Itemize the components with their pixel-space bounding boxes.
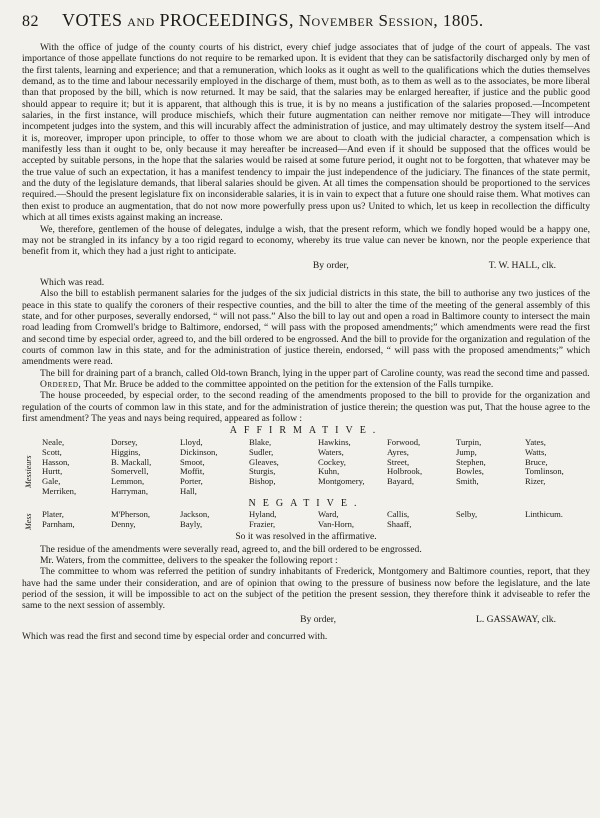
member-name: Smoot, xyxy=(180,456,205,467)
clerk-name: L. GASSAWAY, clk. xyxy=(476,613,556,625)
member-name: Shaaff, xyxy=(387,519,412,530)
running-head xyxy=(22,10,590,42)
vote-column xyxy=(38,510,107,530)
member-name: Blake, xyxy=(249,436,272,447)
title-votes: VOTES xyxy=(62,10,123,30)
resolution: So it was resolved in the affirmative. xyxy=(235,531,377,543)
vote-column xyxy=(452,510,521,530)
member-name: Bayard, xyxy=(387,476,414,487)
member-name: Bowles, xyxy=(456,466,484,477)
ordered-word: Ordered, xyxy=(40,378,82,390)
vote-column xyxy=(245,438,314,497)
paragraph: The bill for draining part of a branch, called Old-town Branch, lying in the upper part of Caroline county, was read the second time and passed. xyxy=(40,367,590,379)
paragraph: Mr. Waters, from the committee, delivers to the speaker the following report : xyxy=(40,554,338,566)
member-name: Kuhn, xyxy=(318,466,340,477)
by-order: By order, xyxy=(300,613,336,625)
vote-column xyxy=(176,438,245,497)
member-name: Harryman, xyxy=(111,486,148,497)
member-name: Moffit, xyxy=(180,466,205,477)
member-name: Sturgis, xyxy=(249,466,276,477)
member-name: Selby, xyxy=(456,509,478,520)
affirmative-columns xyxy=(38,438,590,497)
paragraph: We, therefore, gentlemen of the house of delegates, indulge a wish, that the present reform, which we fondly hoped would be a happy one, may not be strangled in its infancy by a too rigid regard to economy, whereby its true value can never be known, nor the people experience that benefit from it, which they had a just right to anticipate. xyxy=(22,223,590,258)
title-session: November Session, 1805. xyxy=(298,11,484,30)
title-and: and xyxy=(127,11,155,30)
vote-column xyxy=(314,438,383,497)
document-body xyxy=(22,42,590,642)
vote-column xyxy=(176,510,245,530)
vote-column xyxy=(452,438,521,497)
paragraph: The residue of the amendments were severally read, agreed to, and the bill ordered to be engrossed. xyxy=(40,543,422,555)
title-proceedings: PROCEEDINGS, xyxy=(159,10,295,30)
side-label xyxy=(22,510,38,530)
member-name: Parnham, xyxy=(42,519,75,530)
affirmative-vote-block xyxy=(22,438,590,497)
member-name: Tomlinson, xyxy=(525,466,564,477)
member-name: Callis, xyxy=(387,509,410,520)
vote-column xyxy=(107,438,176,497)
member-name: Ayres, xyxy=(387,446,409,457)
member-name: Lemmon, xyxy=(111,476,145,487)
page-number: 82 xyxy=(22,13,39,30)
negative-columns xyxy=(38,510,590,530)
member-name: Holbrook, xyxy=(387,466,423,477)
member-name: Bruce, xyxy=(525,456,548,467)
member-name: Sudler, xyxy=(249,446,274,457)
signature-block xyxy=(22,614,590,625)
side-label-text: Mess xyxy=(24,514,33,531)
side-label-text: Messieurs xyxy=(24,455,33,488)
member-name: Merriken, xyxy=(42,486,77,497)
negative-heading: NEGATIVE. xyxy=(248,498,364,510)
vote-column xyxy=(314,510,383,530)
paragraph: Which was read. xyxy=(40,276,105,288)
member-name: Denny, xyxy=(111,519,136,530)
member-name: Forwood, xyxy=(387,436,421,447)
vote-column xyxy=(38,438,107,497)
negative-vote-block xyxy=(22,510,590,530)
clerk-name: T. W. HALL, clk. xyxy=(488,259,556,271)
member-name: Scott, xyxy=(42,446,62,457)
member-name: Hurtt, xyxy=(42,466,63,477)
member-name: Cockey, xyxy=(318,456,346,467)
paragraph: Also the bill to establish permanent salaries for the judges of the six judicial districts in this state, the bill to authorise any two justices of the peace in this state to qualify the coroners of their respective counties, and the bill to alter the time of the meeting of the general assembly of this state, and for other purposes, severally endorsed, “ will not pass.” Also the bill to lay out and open a road in Baltimore county to intersect the main road leading from Cromwell's bridge to Baltimore, endorsed, “ will pass with the proposed amendments;” which amendments were read the first and second time by especial order, agreed to, and the bill ordered to be engrossed. And the bill to provide for the organization and regulation of the courts of common law in this state, and for the administration of justice therein, endorsed, “ will pass with the proposed amendments;” which amendments were read. xyxy=(22,288,590,368)
member-name: Van-Horn, xyxy=(318,519,355,530)
member-name: Yates, xyxy=(525,436,546,447)
member-name: Dickinson, xyxy=(180,446,218,457)
vote-column xyxy=(521,438,590,497)
member-name: Lloyd, xyxy=(180,436,203,447)
member-name: B. Mackall, xyxy=(111,456,152,467)
member-name: Jackson, xyxy=(180,509,210,520)
member-name: Street, xyxy=(387,456,410,467)
member-name: Waters, xyxy=(318,446,344,457)
paragraph: The committee to whom was referred the petition of sundry inhabitants of Frederick, Montgomery and Baltimore counties, report, that they have had the same under their consideration, and are of opinion that owing to the pressure of business now before the legislature, and the late period of the session, it will be impossible to act on the subject of the petition the present session, they therefore think it adviseable to refer the same to the next session of assembly. xyxy=(22,566,590,612)
member-name: Gleaves, xyxy=(249,456,279,467)
affirmative-heading: AFFIRMATIVE. xyxy=(229,425,383,437)
paragraph: The house proceeded, by especial order, to the second reading of the amendments proposed to the bill to provide for the organization and regulation of the courts of common law in this state, and for the administration of justice therein; the question was put, That the house agree to the first amendment? The yeas and nays being required, appeared as follow : xyxy=(22,390,590,424)
member-name: Stephen, xyxy=(456,456,486,467)
member-name: Montgomery, xyxy=(318,476,365,487)
member-name: Neale, xyxy=(42,436,65,447)
closing-paragraph: Which was read the first and second time by especial order and concurred with. xyxy=(22,631,328,643)
member-name: Jump, xyxy=(456,446,477,457)
running-title xyxy=(62,10,590,31)
member-name: Hall, xyxy=(180,486,197,497)
member-name: Hasson, xyxy=(42,456,70,467)
member-name: Higgins, xyxy=(111,446,141,457)
member-name: Gale, xyxy=(42,476,61,487)
member-name: Plater, xyxy=(42,509,64,520)
side-label xyxy=(22,438,38,497)
member-name: Watts, xyxy=(525,446,547,457)
paragraph: With the office of judge of the county courts of his district, every chief judge associates that of judge of the court of appeals. The vast importance of those appellate functions do not require to be remarked upon. It is evident that they can be satisfactorily discharged only by men of the first talents, learning and experience; and that a remuneration, which looks as it ought as well to the qualifications which the duties themselves demand, as to the time and labour necessarily employed in the discharge of them, must both, as to them as well as to the associates, be more liberal than that proposed by the bill, which is now returned. It may be said, that the salaries may be enlarged hereafter, if justice and the public good should appear to require it; but it is apparent, that although this is true, it is by no means a justification of the salaries proposed.—Incompetent salaries, in the first instance, will produce mischiefs, which their future augmentation can neither remove nor mitigate—They will introduce incompetent judges into the system, and this will incurably affect the administration of justice, and may ultimately destroy the system itself—And it is, moreover, improper upon principle, to offer to those whom we are about to cloath with the judicial character, a compensation which is manifestly less than it ought to be, only because it may hereafter be increased—And even if it should be supposed that the offices would be accepted by suitable persons, in the hope that the salaries would be raised at some future period, it ought not to be forgotten, that whatever may be the true value of such an expectation, it has a manifest tendency to impair the just independence of the judiciary. The finances of the state permit, and the duty of the legislature demands, that liberal salaries should be given. At all times the compensation should be proportioned to the services required.—Should the present legislature fix on inconsiderable salaries, it is in vain to expect that a future one should raise them. What motives can then exist to produce an augmentation, that do not now more powerfully press upon us? United to which, let us keep in recollection the difficulty which at all times exists against making an increase. xyxy=(22,42,590,224)
member-name: Dorsey, xyxy=(111,436,138,447)
vote-column xyxy=(107,510,176,530)
member-name: Turpin, xyxy=(456,436,482,447)
member-name: Hawkins, xyxy=(318,436,351,447)
by-order: By order, xyxy=(312,259,349,271)
ordered-paragraph xyxy=(22,379,590,390)
member-name: Porter, xyxy=(180,476,203,487)
member-name: Smith, xyxy=(456,476,479,487)
vote-column xyxy=(383,510,452,530)
signature-block xyxy=(22,260,590,271)
vote-column xyxy=(245,510,314,530)
member-name: Bayly, xyxy=(180,519,203,530)
member-name: Linthicum. xyxy=(525,509,563,520)
member-name: M'Pherson, xyxy=(111,509,151,520)
member-name: Somervell, xyxy=(111,466,149,477)
vote-column xyxy=(383,438,452,497)
ordered-text: That Mr. Bruce be added to the committee appointed on the petition for the extension of the Falls turnpike. xyxy=(83,378,494,390)
member-name: Rizer, xyxy=(525,476,546,487)
member-name: Bishop, xyxy=(249,476,276,487)
vote-column xyxy=(521,510,590,530)
member-name: Frazier, xyxy=(249,519,276,530)
member-name: Hyland, xyxy=(249,509,277,520)
member-name: Ward, xyxy=(318,509,339,520)
